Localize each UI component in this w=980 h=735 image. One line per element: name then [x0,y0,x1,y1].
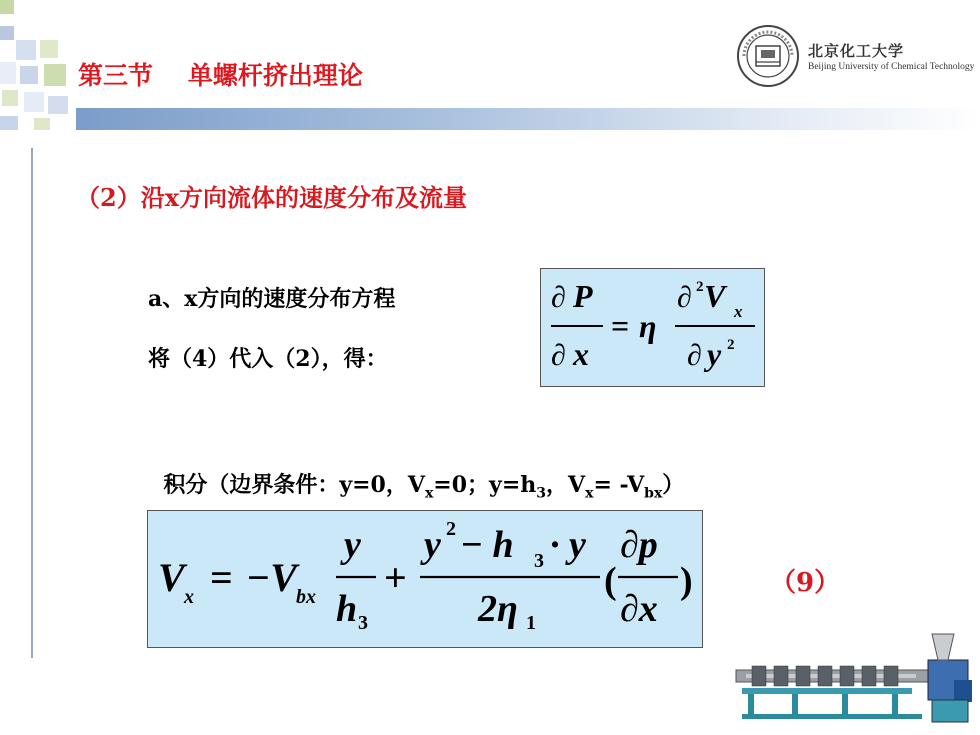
university-name-cn: 北京化工大学 [808,42,905,60]
decor-square [24,92,44,112]
integration-mid2: ，V [546,472,586,498]
eq9-y: y [344,524,361,566]
subsection-heading: （2）沿x方向流体的速度分布及流量 [76,183,468,212]
sub-x: x [424,485,434,502]
eq9-sub-3b: 3 [534,550,544,572]
eq9-sup2: 2 [446,518,456,540]
sub-x: x [585,485,594,502]
eq1-partial: ∂ [551,281,566,314]
eq1-partial: ∂ [677,281,692,314]
eq9-lparen: ( [604,560,617,602]
eq9-h: h [336,588,358,630]
eq9-dp: ∂p [620,524,658,566]
eq9-sub-bx: bx [296,586,316,608]
eq1-sup2: 2 [696,279,704,295]
decor-square [44,64,66,86]
decor-square [20,66,38,84]
left-divider [31,148,33,658]
decor-square [16,40,36,60]
decor-square [34,118,50,130]
eq9-sub-3: 3 [358,612,368,634]
eq1-y: y [707,336,722,372]
eq9-equals: = [210,555,233,600]
decor-square [0,116,18,130]
decor-square [2,90,18,106]
eq1-sub-x: x [734,302,743,321]
decor-square [0,0,14,14]
sub-bx: bx [644,485,663,502]
eq1-P: P [573,278,593,314]
eq9-sub-x: x [184,586,194,608]
eq9-sub-1: 1 [526,612,536,634]
title-bar [76,108,980,130]
eq9-V: V [158,555,185,600]
university-name-en: Beijing University of Chemical Technology [808,62,975,72]
eq9-plus: + [384,555,407,600]
decor-square [0,62,16,84]
line-substitution: 将（4）代入（2），得： [148,346,388,372]
eq9-dot-y: · y [550,524,586,566]
integration-prefix: 积分（边界条件：y=0，V [163,472,425,498]
eq1-equals: = [611,308,630,344]
eq1-partial: ∂ [551,339,566,372]
university-seal-icon [736,24,800,88]
decor-square [48,96,68,114]
integration-mid3: = -V [593,472,645,498]
eq1-sup2b: 2 [727,337,735,353]
line-integration [148,442,684,501]
eq9-y2: y [424,524,441,566]
eq1-partial: ∂ [687,339,702,372]
eq1-V: V [704,278,726,314]
eq9-two-eta: 2η [478,588,518,630]
equation-pressure-gradient [540,268,765,387]
eq1-x: x [573,336,589,372]
integration-mid1: =0；y=h [433,472,537,498]
eq9-dx: ∂x [620,588,658,630]
sub-3: 3 [536,485,547,502]
eq9-minus-h: − h [460,524,514,566]
eq9-minusV: −V [246,555,297,600]
extruder-machine-icon [732,630,977,730]
integration-end: ） [662,472,685,498]
decor-square [40,40,58,58]
decor-square [0,26,14,40]
section-title: 第三节 单螺杆挤出理论 [78,61,363,90]
line-velocity-equation: a、x方向的速度分布方程 [148,286,396,312]
equation-number: （9） [770,568,841,598]
equation-velocity-distribution [147,510,703,648]
eq9-rparen: ) [680,560,693,602]
eq1-eta: η [639,308,657,344]
